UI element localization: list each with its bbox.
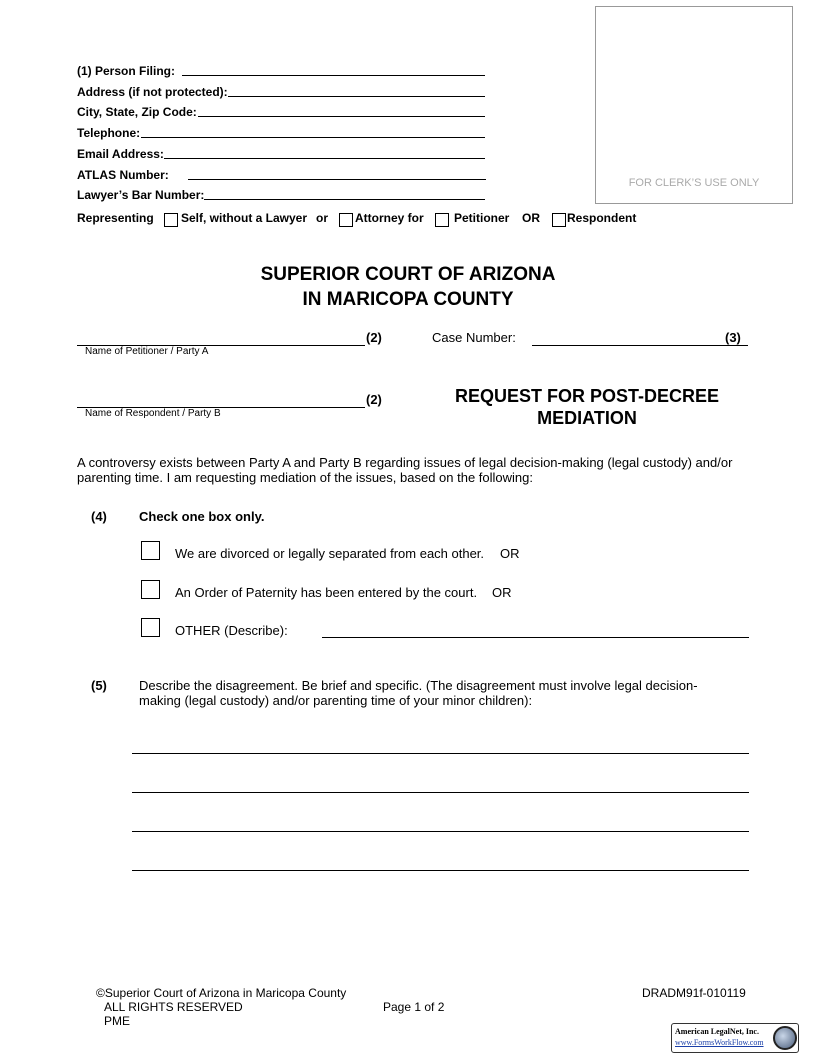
divorced-checkbox[interactable] xyxy=(141,541,160,560)
american-legalnet-logo xyxy=(671,1023,799,1053)
or-text: or xyxy=(316,211,328,225)
court-name: SUPERIOR COURT OF ARIZONA xyxy=(260,264,556,285)
case-number-label: Case Number: xyxy=(432,330,516,345)
bar-number-field[interactable] xyxy=(204,199,485,200)
paternity-option: An Order of Paternity has been entered by the court. xyxy=(175,585,478,600)
describe-line-3[interactable] xyxy=(132,831,749,832)
section5-number: (5) xyxy=(91,678,107,693)
footer-rights: ALL RIGHTS RESERVED xyxy=(104,1000,243,1014)
other-option: OTHER (Describe): xyxy=(175,623,288,638)
paternity-checkbox[interactable] xyxy=(141,580,160,599)
city-state-zip-field[interactable] xyxy=(198,116,485,117)
self-checkbox[interactable] xyxy=(164,213,178,227)
petitioner-checkbox[interactable] xyxy=(435,213,449,227)
person-filing-field[interactable] xyxy=(182,75,485,76)
bar-number-label: Lawyer’s Bar Number: xyxy=(77,188,205,202)
clerk-use-box xyxy=(595,6,793,204)
petitioner-label: Petitioner xyxy=(454,211,510,225)
clerk-use-label: FOR CLERK’S USE ONLY xyxy=(628,177,760,189)
paternity-or: OR xyxy=(492,585,512,600)
logo-url: www.FormsWorkFlow.com xyxy=(675,1038,764,1047)
globe-icon xyxy=(773,1026,797,1050)
section5-line1: Describe the disagreement. Be brief and specific. (The disagreement must involve legal decision- xyxy=(139,678,698,693)
petitioner-marker: (2) xyxy=(366,330,382,345)
address-field[interactable] xyxy=(228,96,485,97)
case-number-field[interactable] xyxy=(532,345,748,346)
or-text-caps: OR xyxy=(522,211,540,225)
section4-heading: Check one box only. xyxy=(139,509,265,524)
email-label: Email Address: xyxy=(77,147,164,161)
respondent-caption: Name of Respondent / Party B xyxy=(85,408,221,419)
divorced-option: We are divorced or legally separated from each other. xyxy=(175,546,485,561)
intro-line2: parenting time. I am requesting mediation of the issues, based on the following: xyxy=(77,470,533,485)
telephone-label: Telephone: xyxy=(77,126,141,140)
address-label: Address (if not protected): xyxy=(77,85,228,99)
footer-page-number: Page 1 of 2 xyxy=(383,1000,445,1014)
describe-line-1[interactable] xyxy=(132,753,749,754)
other-checkbox[interactable] xyxy=(141,618,160,637)
logo-name: American LegalNet, Inc. xyxy=(675,1027,759,1036)
footer-code: PME xyxy=(104,1014,131,1028)
describe-line-4[interactable] xyxy=(132,870,749,871)
atlas-number-field[interactable] xyxy=(188,179,486,180)
footer-form-id: DRADM91f-010119 xyxy=(642,986,746,1000)
other-describe-field[interactable] xyxy=(322,637,749,638)
respondent-label: Respondent xyxy=(567,211,637,225)
case-number-marker: (3) xyxy=(725,330,741,345)
representing-label: Representing xyxy=(77,211,154,225)
section5-line2: making (legal custody) and/or parenting time of your minor children): xyxy=(139,693,533,708)
document-title-line1: REQUEST FOR POST-DECREE xyxy=(454,386,720,406)
telephone-field[interactable] xyxy=(141,137,485,138)
email-field[interactable] xyxy=(164,158,485,159)
footer-copyright: ©Superior Court of Arizona in Maricopa County xyxy=(96,986,347,1000)
respondent-checkbox[interactable] xyxy=(552,213,566,227)
describe-line-2[interactable] xyxy=(132,792,749,793)
petitioner-caption: Name of Petitioner / Party A xyxy=(85,346,209,357)
attorney-checkbox[interactable] xyxy=(339,213,353,227)
intro-line1: A controversy exists between Party A and Party B regarding issues of legal decision-making (legal custody) and/or xyxy=(77,455,733,470)
section4-number: (4) xyxy=(91,509,107,524)
city-state-zip-label: City, State, Zip Code: xyxy=(77,105,197,119)
self-label: Self, without a Lawyer xyxy=(181,211,308,225)
court-county: IN MARICOPA COUNTY xyxy=(302,289,514,310)
respondent-marker: (2) xyxy=(366,392,382,407)
divorced-or: OR xyxy=(500,546,520,561)
document-title-line2: MEDIATION xyxy=(537,408,637,428)
atlas-number-label: ATLAS Number: xyxy=(77,168,169,182)
attorney-label: Attorney for xyxy=(355,211,424,225)
person-filing-label: (1) Person Filing: xyxy=(77,64,176,78)
